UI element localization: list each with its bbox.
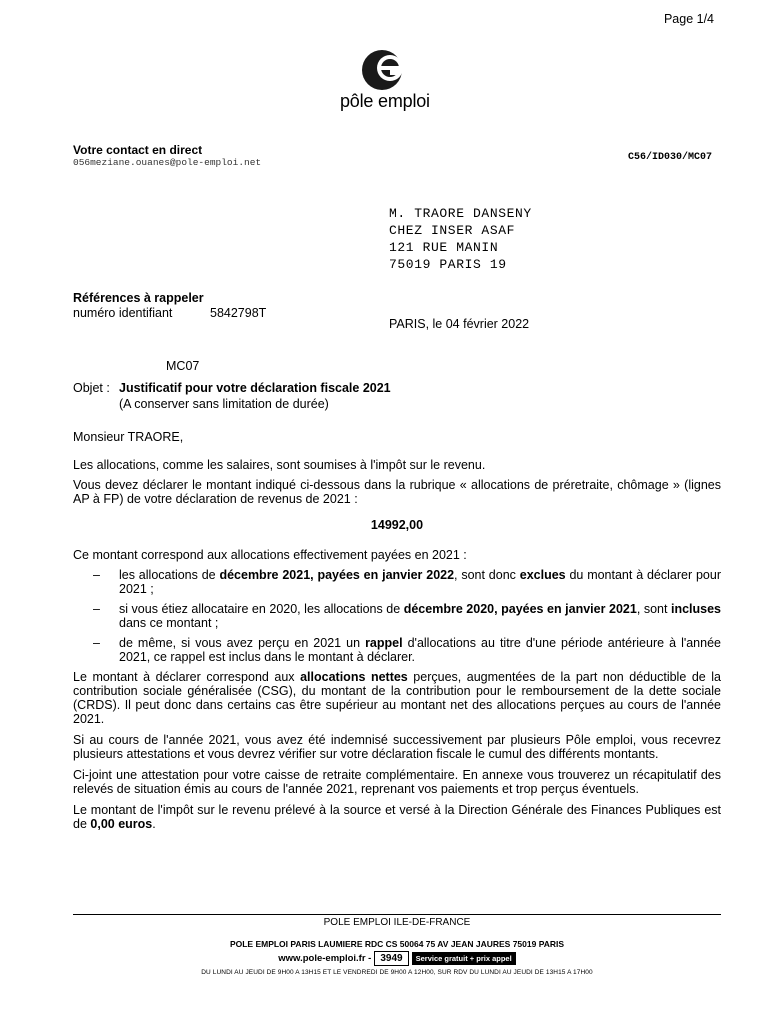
paragraph: Le montant de l'impôt sur le revenu prélevé à la source et versé à la Direction Générale des Finances Publiques est de 0,00 euros.: [73, 803, 721, 831]
subject-label: Objet :: [73, 381, 110, 395]
paragraph: Ci-joint une attestation pour votre caisse de retraite complémentaire. En annexe vous trouverez un récapitulatif des relevés de situation émis au cours de l'année 2021, reprenant vos paiements et trop perçus éventuels.: [73, 768, 721, 796]
address-line: CHEZ INSER ASAF: [389, 223, 516, 238]
date-line: PARIS, le 04 février 2022: [389, 317, 530, 331]
paragraph: Le montant à déclarer correspond aux allocations nettes perçues, augmentées de la part non déductible de la contribution sociale généralisée (CSG), du montant de la contribution pour le remboursement de la dette sociale (CRDS). Il peut donc dans certains cas être supérieur au montant net des allocations perçues au cours de l'année 2021.: [73, 670, 721, 726]
conditions-list: [73, 568, 721, 664]
footer-contact: [73, 951, 721, 966]
dash-bullet: –: [93, 602, 100, 616]
dash-bullet: –: [93, 636, 100, 650]
contact-title: Votre contact en direct: [73, 143, 203, 157]
greeting: Monsieur TRAORE,: [73, 430, 184, 444]
letter-code: MC07: [166, 359, 200, 373]
list-item: – de même, si vous avez perçu en 2021 un rappel d'allocations au titre d'une période antérieure à l'année 2021, ce rappel est inclus dans le montant à déclarer.: [93, 636, 721, 664]
subject-subtitle: (A conserver sans limitation de durée): [119, 397, 329, 411]
footer-divider: [73, 914, 721, 915]
phone-tag: Service gratuit + prix appel: [412, 952, 516, 965]
paragraph: Vous devez déclarer le montant indiqué ci-dessous dans la rubrique « allocations de préretraite, chômage » (lignes AP à FP) de votre déclaration de revenus de 2021 :: [73, 478, 721, 506]
recipient-address: [389, 205, 532, 273]
subject-title: Justificatif pour votre déclaration fiscale 2021: [119, 381, 391, 395]
list-item: – les allocations de décembre 2021, payées en janvier 2022, sont donc exclues du montant à déclarer pour 2021 ;: [93, 568, 721, 596]
address-line: M. TRAORE DANSENY: [389, 206, 532, 221]
paragraph: Si au cours de l'année 2021, vous avez été indemnisé successivement par plusieurs Pôle emploi, vous recevrez plusieurs attestations et vous devrez vérifier sur votre déclaration fiscale le cumul des différents montants.: [73, 733, 721, 761]
logo-wordmark: pôle emploi: [340, 91, 430, 111]
address-line: 121 RUE MANIN: [389, 240, 499, 255]
footer-address: POLE EMPLOI PARIS LAUMIERE RDC CS 50064 75 AV JEAN JAURES 75019 PARIS: [229, 939, 565, 949]
footer-region: POLE EMPLOI ILE-DE-FRANCE: [323, 917, 471, 928]
document-code: C56/ID030/MC07: [627, 152, 712, 163]
identifier-value: 5842798T: [210, 306, 267, 320]
list-item: – si vous étiez allocataire en 2020, les allocations de décembre 2020, payées en janvier 2021, sont incluses dans ce montant ;: [93, 602, 722, 630]
dash-bullet: –: [93, 568, 100, 582]
letter-body: [73, 458, 721, 838]
pole-emploi-logo-icon: [362, 48, 406, 92]
website-link[interactable]: www.pole-emploi.fr -: [278, 952, 372, 964]
declared-amount: 14992,00: [370, 518, 424, 532]
paragraph: Les allocations, comme les salaires, sont soumises à l'impôt sur le revenu.: [73, 458, 486, 472]
references-title: Références à rappeler: [73, 291, 204, 305]
paragraph: Ce montant correspond aux allocations effectivement payées en 2021 :: [73, 548, 467, 562]
contact-email[interactable]: 056meziane.ouanes@pole-emploi.net: [73, 157, 262, 168]
page-number: Page 1/4: [663, 12, 714, 26]
phone-number: 3949: [374, 951, 408, 966]
address-line: 75019 PARIS 19: [389, 257, 507, 272]
identifier-label: numéro identifiant: [73, 306, 173, 320]
footer-hours: DU LUNDI AU JEUDI DE 9H00 A 13H15 ET LE VENDREDI DE 9H00 A 12H00, SUR RDV DU LUNDI AU JEUDI DE 13H15 A 17H00: [201, 969, 593, 976]
